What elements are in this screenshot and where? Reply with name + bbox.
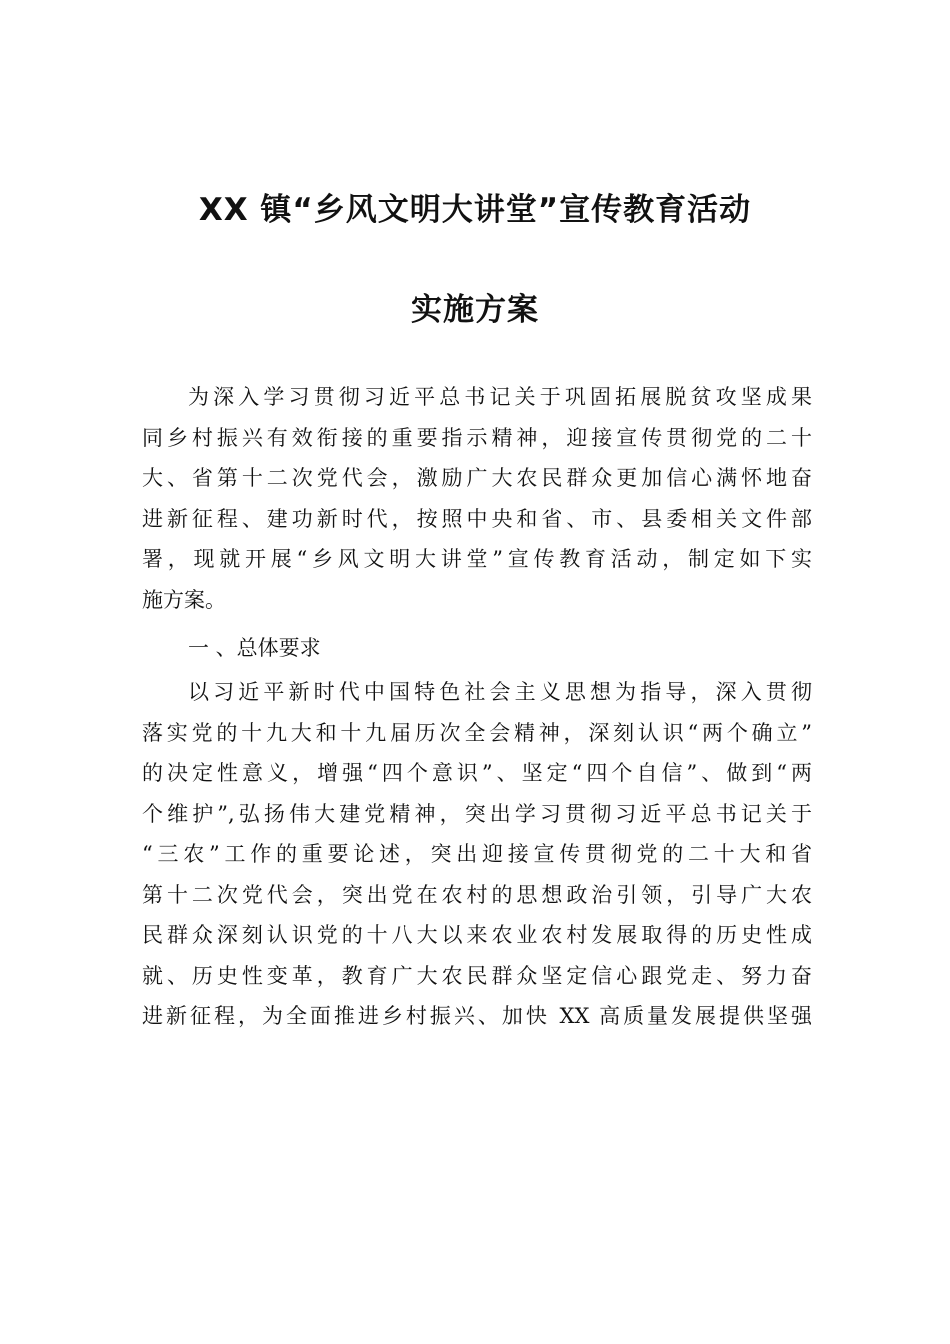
- intro-line: 大、省第十二次党代会，激励广大农民群众更加信心满怀地奋: [142, 466, 812, 490]
- intro-paragraph: [142, 377, 812, 620]
- section-1-line: 第十二次党代会，突出党在农村的思想政治引领，引导广大农: [142, 882, 812, 907]
- section-1-line: 个维护”,弘扬伟大建党精神，突出学习贯彻习近平总书记关于: [142, 801, 812, 826]
- section-1-heading: 一 、总体要求: [188, 636, 321, 660]
- intro-line: 同乡村振兴有效衔接的重要指示精神，迎接宣传贯彻党的二十: [142, 425, 812, 450]
- document-title-line-1: XX 镇“乡风文明大讲堂”宣传教育活动: [198, 192, 752, 228]
- section-heading: [142, 628, 812, 669]
- section-1-line: 的决定性意义，增强“四个意识”、坚定“四个自信”、做到“两: [142, 761, 812, 785]
- section-1-line: “三农”工作的重要论述，突出迎接宣传贯彻党的二十大和省: [142, 842, 812, 866]
- intro-line: 为深入学习贯彻习近平总书记关于巩固拓展脱贫攻坚成果: [188, 385, 812, 409]
- section-1-line: 落实党的十九大和十九届历次全会精神，深刻认识“两个确立”: [142, 720, 812, 745]
- document-title-line-2: 实施方案: [411, 292, 539, 328]
- intro-line: 施方案。: [142, 587, 226, 612]
- section-1-line: 进新征程，为全面推进乡村振兴、加快 XX 高质量发展提供坚强: [142, 1004, 812, 1028]
- section-1-paragraph: [142, 672, 812, 1037]
- intro-line: 署，现就开展“乡风文明大讲堂”宣传教育活动，制定如下实: [142, 547, 812, 571]
- intro-line: 进新征程、建功新时代，按照中央和省、市、县委相关文件部: [142, 506, 812, 531]
- section-1-line: 以习近平新时代中国特色社会主义思想为指导，深入贯彻: [188, 680, 812, 704]
- section-1-line: 民群众深刻认识党的十八大以来农业农村发展取得的历史性成: [142, 923, 812, 947]
- section-1-line: 就、历史性变革，教育广大农民群众坚定信心跟党走、努力奋: [142, 963, 812, 988]
